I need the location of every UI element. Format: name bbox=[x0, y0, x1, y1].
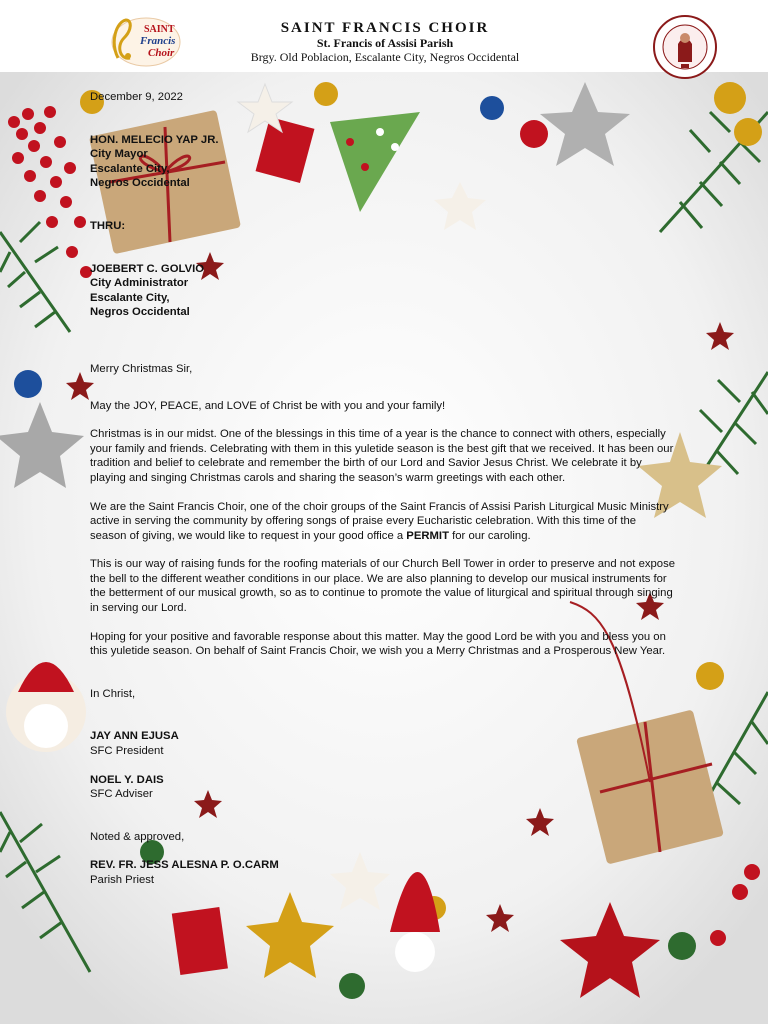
permit-word: PERMIT bbox=[406, 529, 449, 542]
paragraph-greeting: May the JOY, PEACE, and LOVE of Christ be with you and your family! bbox=[90, 399, 446, 412]
thru-city: Escalante City, bbox=[90, 291, 170, 304]
signer-adviser-name: NOEL Y. DAIS bbox=[90, 773, 164, 786]
org-title: SAINT FRANCIS CHOIR bbox=[280, 20, 490, 36]
svg-text:Choir: Choir bbox=[148, 47, 175, 59]
paragraph-closing: Hoping for your positive and favorable response about this matter. May the good Lord be with you and bless you on this yuletide season. On behalf of Saint Francis Choir, we wish you a Merry Christmas and a Prosperous New Year. bbox=[90, 630, 666, 658]
svg-text:SAINT: SAINT bbox=[144, 24, 175, 35]
signer-adviser-title: SFC Adviser bbox=[90, 788, 153, 801]
signer-president-title: SFC President bbox=[90, 745, 164, 758]
signer-priest-name: REV. FR. JESS ALESNA P. O.CARM bbox=[90, 859, 279, 872]
parish-name: St. Francis of Assisi Parish bbox=[316, 36, 454, 50]
salutation: Merry Christmas Sir, bbox=[90, 362, 193, 375]
request-text-end: for our caroling. bbox=[448, 529, 531, 542]
paragraph-christmas: Christmas is in our midst. One of the blessings in this time of a year is the chance to connect with others, especially your family and friends. Celebrating with them in this yuletide season is the best gift that we received. It has been our tradition and belief to celebrate and remember the birth of our Lord and Savior Jesus Christ. We celebrate it by playing and singing Christmas carols and sharing the season’s warm greetings with each other. bbox=[90, 428, 674, 484]
thru-name: JOEBERT C. GOLVIO bbox=[90, 262, 205, 275]
paragraph-request bbox=[90, 500, 675, 544]
thru-label: THRU: bbox=[90, 219, 126, 232]
recipient-name: HON. MELECIO YAP JR. bbox=[90, 133, 219, 146]
choir-logo bbox=[104, 12, 184, 70]
thru-province: Negros Occidental bbox=[90, 306, 190, 319]
letter-date: December 9, 2022 bbox=[90, 91, 183, 103]
closing-phrase: In Christ, bbox=[90, 687, 136, 700]
parish-address: Brgy. Old Poblacion, Escalante City, Negros Occidental bbox=[250, 50, 520, 64]
recipient-title: City Mayor bbox=[90, 148, 148, 161]
thru-title: City Administrator bbox=[90, 277, 189, 290]
letterhead-text bbox=[200, 20, 570, 64]
red-gift-bottom bbox=[172, 907, 228, 975]
request-text: We are the Saint Francis Choir, one of the choir groups of the Saint Francis of Assisi Parish Liturgical Music Ministry active in serving the community by offering songs of praise every Eucharistic celebration. With this time of the season of giving, we would like to request in your good office a bbox=[90, 500, 669, 542]
parish-seal bbox=[652, 14, 718, 80]
noted-approved: Noted & approved, bbox=[90, 830, 185, 843]
letter-body bbox=[90, 90, 675, 888]
paragraph-purpose: This is our way of raising funds for the roofing materials of our Church Bell Tower in order to preserve and not expose the bell to the different weather conditions in our place. We are also planning to develop our musical instruments for the betterment of our musical growth, so as to continue to promote the value of liturgical and spiritual through singing in serving our Lord. bbox=[90, 558, 676, 615]
signer-priest-title: Parish Priest bbox=[90, 874, 155, 886]
letterhead bbox=[0, 0, 768, 72]
recipient-city: Escalante City, bbox=[90, 162, 170, 175]
signer-president-name: JAY ANN EJUSA bbox=[90, 730, 179, 743]
svg-text:Francis: Francis bbox=[140, 35, 176, 47]
recipient-province: Negros Occidental bbox=[90, 177, 190, 190]
